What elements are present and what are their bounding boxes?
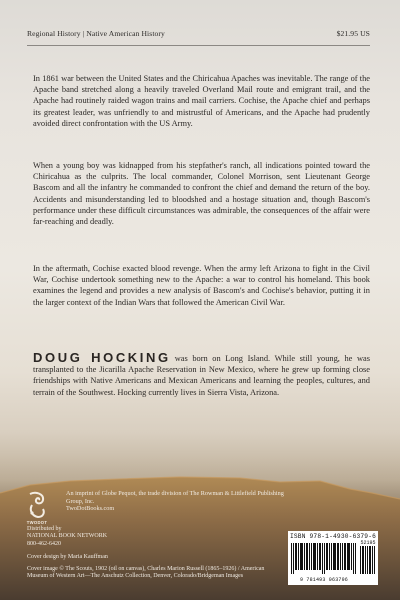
distribution-block xyxy=(27,526,307,548)
distributor-phone: 800-462-6420 xyxy=(27,540,61,547)
twodot-logo-icon xyxy=(26,491,48,519)
author-bio xyxy=(33,352,370,398)
distributor-name: NATIONAL BOOK NETWORK xyxy=(27,533,108,540)
isbn-barcode xyxy=(288,531,378,585)
author-name: DOUG HOCKING xyxy=(33,350,171,365)
publisher-website: TwoDotBooks.com xyxy=(66,505,115,513)
logo-label: TWODOT xyxy=(26,520,48,525)
cover-image-credit: Cover image © The Scouts, 1902 (oil on canvas), Charles Marion Russell (1865–1926) / American Museum of Western Art—The Anschutz Collection, Denver, Colorado/Bridgeman Images xyxy=(27,566,265,580)
header-rule xyxy=(27,45,370,46)
imprint-text: An imprint of Globe Pequot, the trade division of The Rowman & Littlefield Publishing Group, Inc. xyxy=(66,490,284,505)
cover-header xyxy=(27,29,370,43)
isbn-label: ISBN 978-1-4930-6379-6 xyxy=(289,533,377,540)
imprint-block xyxy=(66,490,286,513)
price-code: 52195 xyxy=(360,540,376,546)
barcode-number: 9 781493 063796 xyxy=(299,577,348,583)
cover-design-credit: Cover design by Maria Kauffman xyxy=(27,554,108,560)
price-label: $21.95 US xyxy=(336,29,370,38)
ean-bars xyxy=(291,543,357,574)
synopsis-paragraph-1: In 1861 war between the United States and the Chiricahua Apaches was inevitable. The range of the Apache band stretched along a heavily traveled Overland Mail route and emigrant trail, and the Apache had routinely raided wagon trains and mail carriers. Cochise, the Apache chief and perhaps its greatest leader, was unfriendly to and mistrustful of Americans, and the Apache had prudently avoided direct confrontation with the US Army. xyxy=(33,74,370,128)
price-bars xyxy=(360,546,375,574)
distributed-label: Distributed by xyxy=(27,526,62,532)
author-bio-text: was born on Long Island. While still young, he was transplanted to the Jicarilla Apache Reservation in New Mexico, where he grew up forming close friendships with Native Americans and Mexican Americans and learning the peoples, cultures, and terrain of the Southwest. Hocking currently lives in Sierra Vista, Arizona. xyxy=(33,354,370,397)
category-label: Regional History | Native American History xyxy=(27,29,165,38)
synopsis-paragraph-3: In the aftermath, Cochise exacted blood revenge. When the army left Arizona to fight in the Civil War, Cochise undertook something new to the Apache: a war to control his homeland. This book examines the legend and provides a new analysis of Bascom's and Cochise's behavior, putting it in the larger context of the Indian Wars that followed the American Civil War. xyxy=(33,264,370,307)
synopsis-paragraph-2: When a young boy was kidnapped from his stepfather's ranch, all indications pointed toward the Chiricahua as the culprits. The local commander, Colonel Morrison, sent Lieutenant George Bascom and all the infantry he commanded to confront the chief and demand the return of the boy. Accidents and misunderstanding led to bloodshed and a hostage situation and, though Bascom's performance under these difficult circumstances was admirable, the consequences of the affair were far-reaching and deadly. xyxy=(33,161,370,227)
